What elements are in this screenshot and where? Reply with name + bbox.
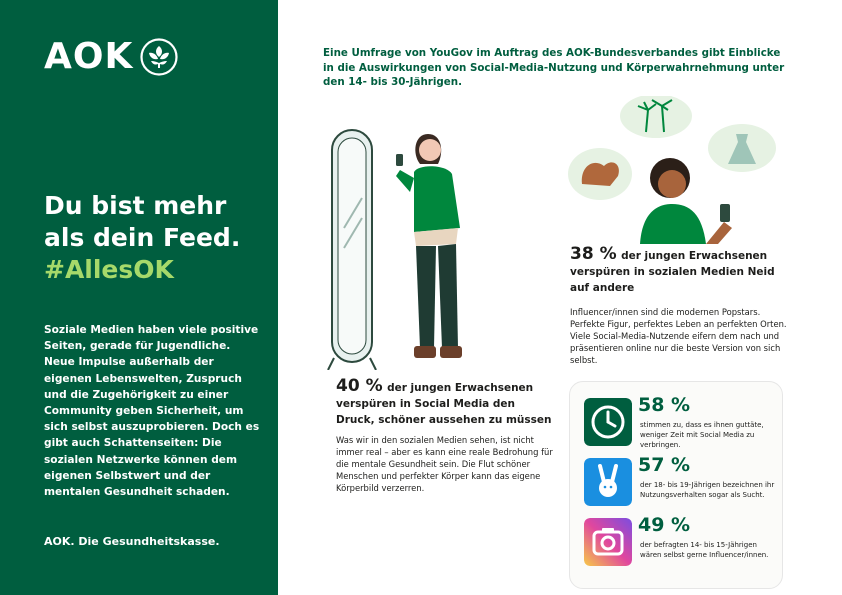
lead-paragraph: Soziale Medien haben viele positive Seiten, gerade für Jugendliche. Neue Impulse außerhalb der eigenen Lebenswelten, Zuspruch und die Zugehörigkeit zu einer Community geben Sicherheit, um sich selbst auszuprobieren. Doch es gibt auch Schattenseiten: Die sozialen Netzwerke können dem eigenen Selbstwert und der mentalen Gesundheit schaden. xyxy=(44,324,260,499)
logo-wordmark: AOK xyxy=(44,36,134,77)
bunny-icon xyxy=(584,458,632,506)
mirror-icon xyxy=(328,130,376,370)
young-man-figure xyxy=(640,158,732,244)
stat-envy-percent: 38 % xyxy=(570,244,617,264)
stat-pressure-percent: 40 % xyxy=(336,376,383,396)
aok-logo xyxy=(44,36,179,77)
tree-logo-icon xyxy=(139,37,179,77)
woman-figure xyxy=(396,134,462,358)
stat-row-influencer xyxy=(584,514,780,572)
stat-addiction-percent: 57 % xyxy=(638,454,691,476)
stat-pressure-title: der jungen Erwachsenen verspüren in Social Media den Druck, schöner aussehen zu müssen xyxy=(336,382,552,426)
bubble-muscle-icon xyxy=(568,148,632,200)
hashtag: #AllesOK xyxy=(44,255,174,284)
page-title xyxy=(44,190,240,286)
intro-text: Eine Umfrage von YouGov im Auftrag des AOK-Bundesverbandes gibt Einblicke in die Auswirkungen von Social-Media-Nutzung und Körperwahrnehmung unter den 14- bis 30-Jährigen. xyxy=(323,47,785,88)
stat-envy-heading xyxy=(570,246,790,296)
stat-influencer-text: der befragten 14- bis 15-Jährigen wären selbst gerne Influencer/innen. xyxy=(640,541,769,559)
stat-envy-title: der jungen Erwachsenen verspüren in sozialen Medien Neid auf andere xyxy=(570,250,775,294)
claim: AOK. Die Gesundheitskasse. xyxy=(44,535,220,548)
stat-addiction-text: der 18- bis 19-Jährigen bezeichnen ihr Nutzungsverhalten sogar als Sucht. xyxy=(640,481,775,499)
brand-panel xyxy=(0,0,278,595)
bubble-palm-trees-icon xyxy=(620,96,692,138)
headline-line-1: Du bist mehr xyxy=(44,191,227,220)
camera-icon xyxy=(584,518,632,566)
clock-icon xyxy=(584,398,632,446)
stat-row-time xyxy=(584,394,780,452)
stat-row-addiction xyxy=(584,454,780,512)
stat-time-text: stimmen zu, dass es ihnen guttäte, weniger Zeit mit Social Media zu verbringen. xyxy=(640,421,764,449)
bubble-dress-icon xyxy=(708,124,776,172)
stat-pressure-body: Was wir in den sozialen Medien sehen, ist nicht immer real – aber es kann eine reale Bedrohung für die mentale Gesundheit sein. Die Flut schöner Menschen und perfekter Körper kann das eigene Körperbild verzerren. xyxy=(336,435,553,493)
stat-envy-body: Influencer/innen sind die modernen Popstars. Perfekte Figur, perfektes Leben an perfekten Orten. Viele Social-Media-Nutzende eifern dem nach und präsentieren online nur die beste Version von sich selbst. xyxy=(570,307,787,365)
man-thought-bubbles-illustration xyxy=(560,96,800,244)
headline-line-2: als dein Feed. xyxy=(44,223,241,252)
stat-pressure-heading xyxy=(336,378,556,428)
stat-time-percent: 58 % xyxy=(638,394,691,416)
stats-card xyxy=(569,381,783,589)
woman-mirror-illustration xyxy=(310,108,520,370)
stat-influencer-percent: 49 % xyxy=(638,514,691,536)
